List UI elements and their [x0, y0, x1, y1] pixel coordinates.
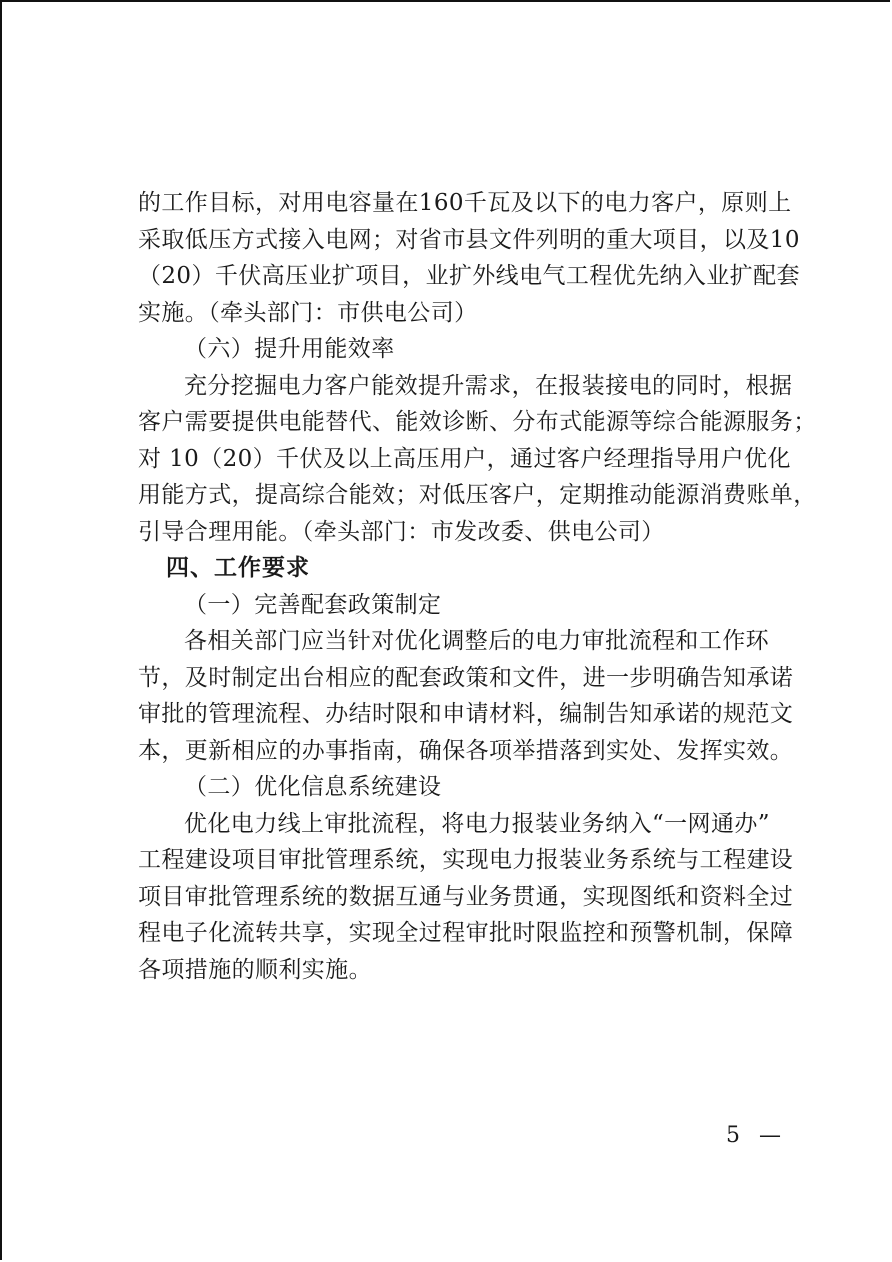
paragraph-line: 实施。（牵头部门：市供电公司）	[138, 299, 478, 326]
page-number: 5 —	[726, 1123, 787, 1148]
paragraph-line: 节，及时制定出台相应的配套政策和文件，进一步明确告知承诺	[138, 664, 794, 691]
document-body	[138, 185, 817, 988]
paragraph-line: 项目审批管理系统的数据互通与业务贯通，实现图纸和资料全过	[138, 883, 794, 910]
paragraph-line: 本，更新相应的办事指南，确保各项举措落到实处、发挥实效。	[138, 737, 794, 764]
paragraph-line: 审批的管理流程、办结时限和申请材料，编制告知承诺的规范文	[138, 701, 794, 727]
section-heading-1: （一）完善配套政策制定	[184, 591, 442, 618]
paragraph-line: 的工作目标，对用电容量在160千瓦及以下的电力客户，原则上	[138, 190, 792, 216]
paragraph-line: 引导合理用能。（牵头部门：市发改委、供电公司）	[138, 518, 665, 545]
paragraph-line: 对 10（20）千伏及以上高压用户，通过客户经理指导用户优化	[138, 445, 791, 472]
section-heading-2: （二）优化信息系统建设	[184, 774, 442, 800]
paragraph-line: 客户需要提供电能替代、能效诊断、分布式能源等综合能源服务；	[138, 409, 817, 435]
paragraph-line: 各相关部门应当针对优化调整后的电力审批流程和工作环	[184, 628, 769, 654]
paragraph-line: （20）千伏高压业扩项目，业扩外线电气工程优先纳入业扩配套	[138, 263, 800, 289]
chapter-heading-4: 四、工作要求	[166, 555, 310, 581]
paragraph-line: 用能方式，提高综合能效；对低压客户，定期推动能源消费账单，	[138, 482, 817, 508]
paragraph-line: 采取低压方式接入电网；对省市县文件列明的重大项目，以及10	[138, 226, 800, 253]
paragraph-line: 优化电力线上审批流程，将电力报装业务纳入“一网通办”	[184, 810, 770, 837]
paragraph-line: 程电子化流转共享，实现全过程审批时限监控和预警机制，保障	[138, 920, 794, 946]
section-heading-6: （六）提升用能效率	[184, 336, 395, 362]
paragraph-line: 充分挖掘电力客户能效提升需求，在报装接电的同时，根据	[184, 372, 793, 399]
paragraph-line: 各项措施的顺利实施。	[138, 956, 372, 983]
paragraph-line: 工程建设项目审批管理系统，实现电力报装业务系统与工程建设	[138, 847, 794, 873]
